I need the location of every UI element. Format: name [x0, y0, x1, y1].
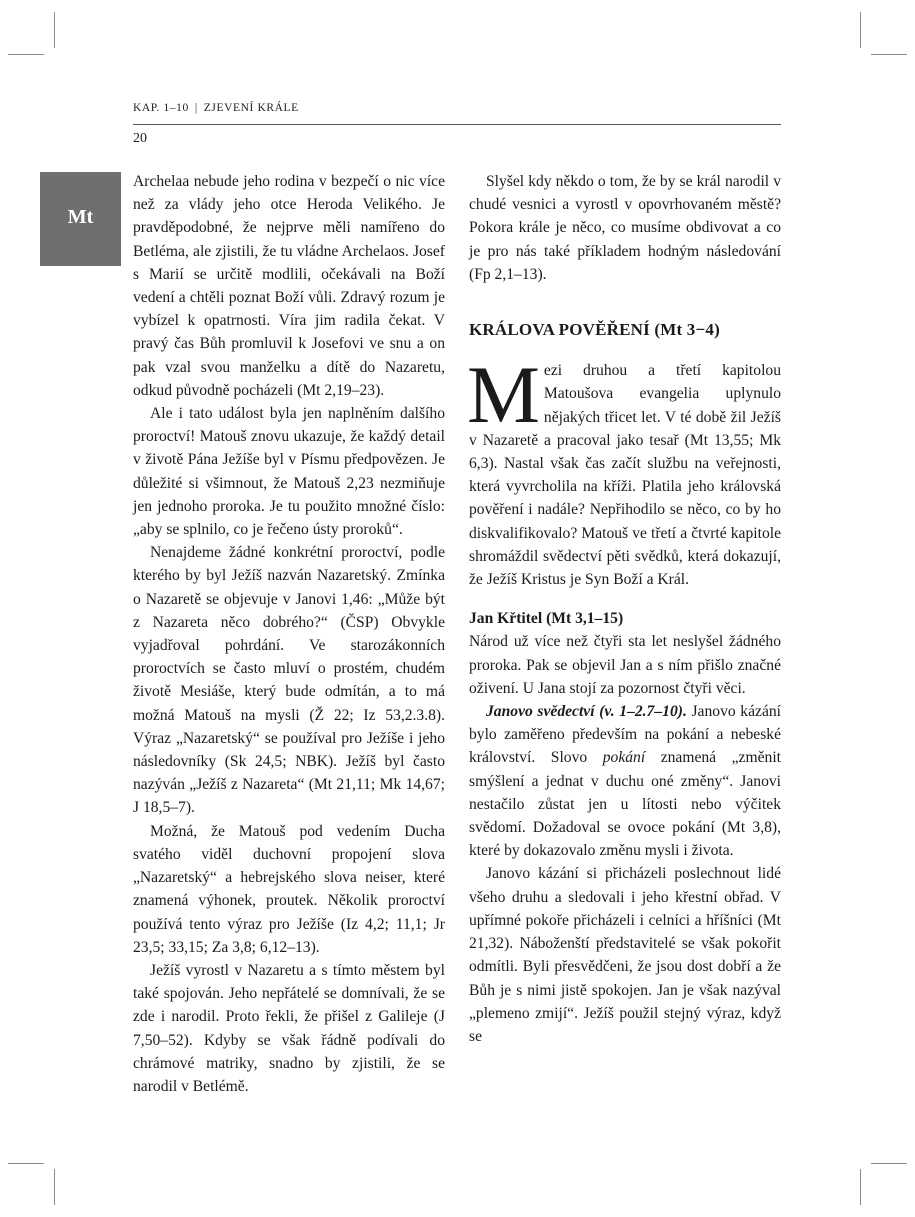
text-run: Janovo kázání bylo zaměřeno především na pokání a nebeské království. Slovo [469, 703, 781, 767]
crop-mark [8, 54, 44, 55]
thumb-tab [40, 172, 121, 266]
thumb-tab-label: Mt [67, 206, 94, 228]
paragraph [469, 700, 781, 862]
left-column [133, 170, 445, 1098]
page-number: 20 [133, 131, 147, 146]
drop-cap: M [467, 349, 540, 441]
crop-mark [860, 1169, 861, 1205]
crop-mark [871, 54, 907, 55]
running-head [133, 102, 299, 114]
paragraph: Nenajdeme žádné konkrétní proroctví, podle kterého by byl Ježíš nazván Nazaretský. Zmínka o Nazaretě se objevuje v Janovi 1,46: „Může být z Nazareta něco dobrého?“ (ČSP) Obvykle vyjadřoval pohrdání. Ve starozákonních proroctvích se často mluví o prostém, chudém životě Mesiáše, který bude odmítán, a to má možná Matouš na mysli (Ž 22; Iz 53,2.3.8). Výraz „Nazaretský“ se používal pro Ježíše i jeho následovníky (Sk 24,5; NBK). Ježíš byl často nazýván „Ježíš z Nazareta“ (Mt 21,11; Mk 14,67; J 18,5–7). [133, 544, 445, 817]
crop-mark [54, 12, 55, 48]
chapter-title: ZJEVENÍ KRÁLE [203, 102, 299, 114]
paragraph: Archelaa nebude jeho rodina v bezpečí o nic více než za vlády jeho otce Heroda Velikého. Je pravděpodobné, že nejprve měli namířeno do Betléma, ale zjistili, že tu vládne Archelaos. Josef s Marií se určitě modlili, očekávali na Boží vedení a chtěli poznat Boží vůli. Zdravý rozum je vybízel k opatrnosti. Víra jim radila čekat. V pravý čas Bůh promluvil k Josefovi ve snu a on pak vzal svou manželku a dítě do Nazaretu, odkud původně pocházeli (Mt 2,19–23). [133, 173, 445, 399]
subsection-heading: Jan Křtitel (Mt 3,1–15) [469, 610, 624, 628]
section-text: ezi druhou a třetí kapitolou Matoušova evangelia uplynulo nějakých třicet let. V té době žil Ježíš v Nazaretě a pracoval jako tesař (Mt 13,55; Mk 6,3). Nastal však čas začít službu na veřejnosti, která vyvrcholila na kříži. Platila jeho královská pověření i nadále? Nepřihodilo se něco, co by ho diskvalifikovalo? Matouš ve třetí a čtvrté kapitole shromáždil svědectví pěti svědků, která dokazují, že Ježíš Kristus je Syn Boží a Král. [469, 362, 781, 589]
text-run: znamená „změnit smýšlení a jednat v duchu oné změny“. Janovi nestačilo zůstat jen u lítosti nebo výčitek svědomí. Dožadoval se ovoce pokání (Mt 3,8), které by dokazovalo změnu mysli i života. [469, 749, 781, 860]
header-rule [133, 124, 781, 125]
crop-mark [860, 12, 861, 48]
paragraph: Ježíš vyrostl v Nazaretu a s tímto městem byl také spojován. Jeho nepřátelé se domnívali, že se zde i narodil. Proto řekli, že přišel z Galileje (J 7,50–52). Kdyby se však řádně podívali do chrámové matriky, snadno by zjistili, že se narodil v Betlémě. [133, 961, 445, 1095]
paragraph: Janovo kázání si přicházeli poslechnout lidé všeho druhu a sledovali i jeho křestní obřad. V upřímné pokoře přicházeli i celníci a hříšníci (Mt 21,32). Náboženští představitelé se však pokořit odmítli. Byli přesvědčeni, že jsou dost dobří a že Bůh je s nimi jistě spokojen. Jan je však nazýval „plemeno zmijí“. Ježíš použil stejný výraz, když se [469, 865, 781, 1045]
chapter-label: KAP. 1–10 [133, 102, 189, 114]
section-heading: KRÁLOVA POVĚŘENÍ (Mt 3−4) [469, 320, 720, 340]
paragraph: Slyšel kdy někdo o tom, že by se král narodil v chudé vesnici a vyrostl v opovrhovaném městě? Pokora krále je něco, co musíme obdivovat a co je pro nás také příkladem hodným následování (Fp 2,1–13). [469, 173, 781, 283]
paragraph [467, 349, 781, 591]
emphasized-word: pokání [602, 749, 646, 767]
paragraph: Národ už více než čtyři sta let neslyšel žádného proroka. Pak se objevil Jan a s ním přišlo značné oživení. U Jana stojí za pozornost čtyři věci. [469, 633, 781, 697]
paragraph: Ale i tato událost byla jen naplněním dalšího proroctví! Matouš znovu ukazuje, že každý detail v životě Pána Ježíše byl v Písmu předpovězen. Je důležité si všimnout, že Matouš 2,23 nezmiňuje jen jednoho proroka. Je tu použito množné číslo: „aby se splnilo, co je řečeno ústy proroků“. [133, 405, 445, 539]
right-column [469, 170, 781, 1048]
crop-mark [54, 1169, 55, 1205]
crop-mark [871, 1163, 907, 1164]
crop-mark [8, 1163, 44, 1164]
header-separator: | [194, 102, 198, 114]
inline-heading: Janovo svědectví (v. 1–2.7–10). [486, 703, 687, 721]
paragraph: Možná, že Matouš pod vedením Ducha svatého viděl duchovní propojení slova „Nazaretský“ a hebrejského slova neiser, které znamená výhonek, proutek. Několik proroctví používá tento výraz pro Ježíše (Iz 4,2; 11,1; Jr 23,5; 33,15; Za 3,8; 6,12–13). [133, 822, 445, 956]
